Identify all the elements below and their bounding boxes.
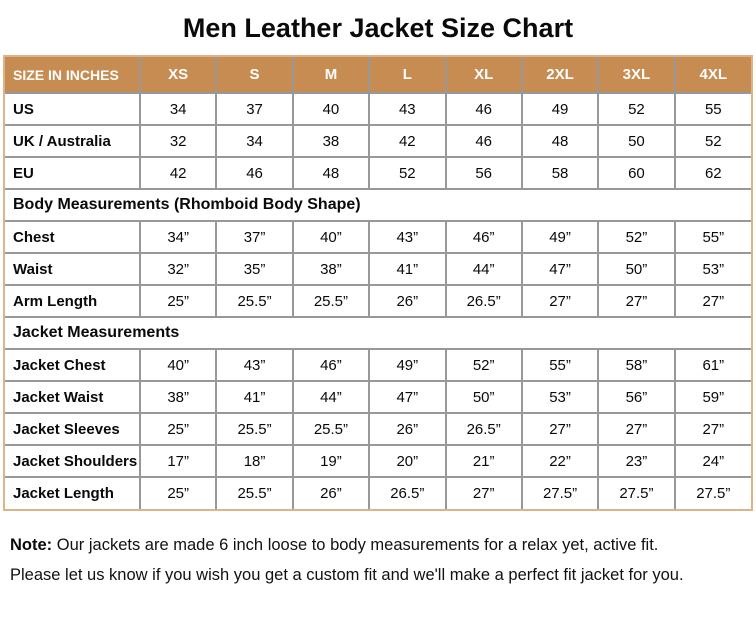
value-cell: 55”	[522, 349, 598, 381]
value-cell: 34	[140, 93, 216, 125]
value-cell: 46	[216, 157, 292, 189]
value-cell: 22”	[522, 445, 598, 477]
value-cell: 43”	[369, 221, 445, 253]
section-row	[5, 189, 751, 221]
note-text	[10, 530, 746, 590]
header-cell-2xl: 2XL	[522, 57, 598, 93]
value-cell: 38”	[140, 381, 216, 413]
value-cell: 46	[446, 125, 522, 157]
header-cell-l: L	[369, 57, 445, 93]
value-cell: 49”	[522, 221, 598, 253]
value-cell: 42	[140, 157, 216, 189]
table-row	[5, 445, 751, 477]
value-cell: 53”	[522, 381, 598, 413]
section-row	[5, 317, 751, 349]
row-label: US	[5, 93, 140, 125]
value-cell: 25”	[140, 477, 216, 509]
value-cell: 58	[522, 157, 598, 189]
value-cell: 27.5”	[675, 477, 751, 509]
table-row	[5, 381, 751, 413]
value-cell: 56	[446, 157, 522, 189]
row-label: UK / Australia	[5, 125, 140, 157]
note-line-2: Please let us know if you wish you get a custom fit and we'll make a perfect fit jacket for you.	[10, 566, 684, 584]
header-cell-3xl: 3XL	[598, 57, 674, 93]
value-cell: 26.5”	[369, 477, 445, 509]
note-line-1: Our jackets are made 6 inch loose to body measurements for a relax yet, active fit.	[56, 536, 659, 554]
value-cell: 25.5”	[216, 413, 292, 445]
row-label: Waist	[5, 253, 140, 285]
page-title: Men Leather Jacket Size Chart	[182, 13, 574, 43]
size-chart-table-border	[3, 55, 753, 511]
value-cell: 42	[369, 125, 445, 157]
table-row	[5, 285, 751, 317]
value-cell: 26”	[293, 477, 369, 509]
value-cell: 56”	[598, 381, 674, 413]
value-cell: 27.5”	[598, 477, 674, 509]
value-cell: 18”	[216, 445, 292, 477]
value-cell: 50	[598, 125, 674, 157]
value-cell: 26.5”	[446, 285, 522, 317]
row-label: Jacket Shoulders	[5, 445, 140, 477]
value-cell: 43”	[216, 349, 292, 381]
table-row	[5, 125, 751, 157]
value-cell: 27”	[675, 413, 751, 445]
row-label: Jacket Length	[5, 477, 140, 509]
value-cell: 38”	[293, 253, 369, 285]
row-label: Jacket Chest	[5, 349, 140, 381]
value-cell: 32	[140, 125, 216, 157]
note-label: Note:	[10, 536, 53, 554]
value-cell: 25.5”	[216, 477, 292, 509]
value-cell: 20”	[369, 445, 445, 477]
value-cell: 25.5”	[293, 413, 369, 445]
value-cell: 26”	[369, 413, 445, 445]
value-cell: 25”	[140, 285, 216, 317]
value-cell: 61”	[675, 349, 751, 381]
table-row	[5, 349, 751, 381]
header-cell-4xl: 4XL	[675, 57, 751, 93]
row-label: Jacket Sleeves	[5, 413, 140, 445]
value-cell: 21”	[446, 445, 522, 477]
value-cell: 23”	[598, 445, 674, 477]
value-cell: 53”	[675, 253, 751, 285]
value-cell: 52”	[598, 221, 674, 253]
table-row	[5, 477, 751, 509]
value-cell: 27”	[522, 413, 598, 445]
header-cell-size-in-inches: SIZE IN INCHES	[5, 57, 140, 93]
value-cell: 50”	[598, 253, 674, 285]
value-cell: 34”	[140, 221, 216, 253]
section-label: Body Measurements (Rhomboid Body Shape)	[5, 189, 751, 221]
value-cell: 41”	[369, 253, 445, 285]
table-header	[5, 57, 751, 93]
value-cell: 26.5”	[446, 413, 522, 445]
table-row	[5, 221, 751, 253]
value-cell: 41”	[216, 381, 292, 413]
value-cell: 55”	[675, 221, 751, 253]
value-cell: 27”	[598, 413, 674, 445]
header-row	[5, 57, 751, 93]
value-cell: 40	[293, 93, 369, 125]
value-cell: 46	[446, 93, 522, 125]
value-cell: 50”	[446, 381, 522, 413]
value-cell: 52	[369, 157, 445, 189]
value-cell: 27”	[446, 477, 522, 509]
table-body	[5, 93, 751, 509]
table-row	[5, 253, 751, 285]
value-cell: 52	[598, 93, 674, 125]
value-cell: 46”	[293, 349, 369, 381]
value-cell: 27”	[598, 285, 674, 317]
value-cell: 35”	[216, 253, 292, 285]
value-cell: 48	[522, 125, 598, 157]
value-cell: 49	[522, 93, 598, 125]
table-row	[5, 157, 751, 189]
value-cell: 17”	[140, 445, 216, 477]
value-cell: 24”	[675, 445, 751, 477]
value-cell: 37”	[216, 221, 292, 253]
section-label: Jacket Measurements	[5, 317, 751, 349]
value-cell: 58”	[598, 349, 674, 381]
value-cell: 34	[216, 125, 292, 157]
value-cell: 40”	[293, 221, 369, 253]
value-cell: 48	[293, 157, 369, 189]
value-cell: 47”	[522, 253, 598, 285]
header-cell-xl: XL	[446, 57, 522, 93]
value-cell: 43	[369, 93, 445, 125]
value-cell: 52”	[446, 349, 522, 381]
value-cell: 25.5”	[216, 285, 292, 317]
value-cell: 19”	[293, 445, 369, 477]
value-cell: 62	[675, 157, 751, 189]
value-cell: 46”	[446, 221, 522, 253]
value-cell: 47”	[369, 381, 445, 413]
value-cell: 52	[675, 125, 751, 157]
value-cell: 37	[216, 93, 292, 125]
row-label: EU	[5, 157, 140, 189]
value-cell: 60	[598, 157, 674, 189]
header-cell-m: M	[293, 57, 369, 93]
size-chart-table	[5, 57, 751, 509]
table-row	[5, 93, 751, 125]
value-cell: 26”	[369, 285, 445, 317]
value-cell: 55	[675, 93, 751, 125]
value-cell: 32”	[140, 253, 216, 285]
value-cell: 40”	[140, 349, 216, 381]
table-row	[5, 413, 751, 445]
value-cell: 59”	[675, 381, 751, 413]
value-cell: 27”	[522, 285, 598, 317]
value-cell: 44”	[293, 381, 369, 413]
header-cell-xs: XS	[140, 57, 216, 93]
row-label: Arm Length	[5, 285, 140, 317]
value-cell: 44”	[446, 253, 522, 285]
value-cell: 27”	[675, 285, 751, 317]
row-label: Chest	[5, 221, 140, 253]
value-cell: 25.5”	[293, 285, 369, 317]
header-cell-s: S	[216, 57, 292, 93]
value-cell: 49”	[369, 349, 445, 381]
value-cell: 27.5”	[522, 477, 598, 509]
value-cell: 25”	[140, 413, 216, 445]
row-label: Jacket Waist	[5, 381, 140, 413]
value-cell: 38	[293, 125, 369, 157]
